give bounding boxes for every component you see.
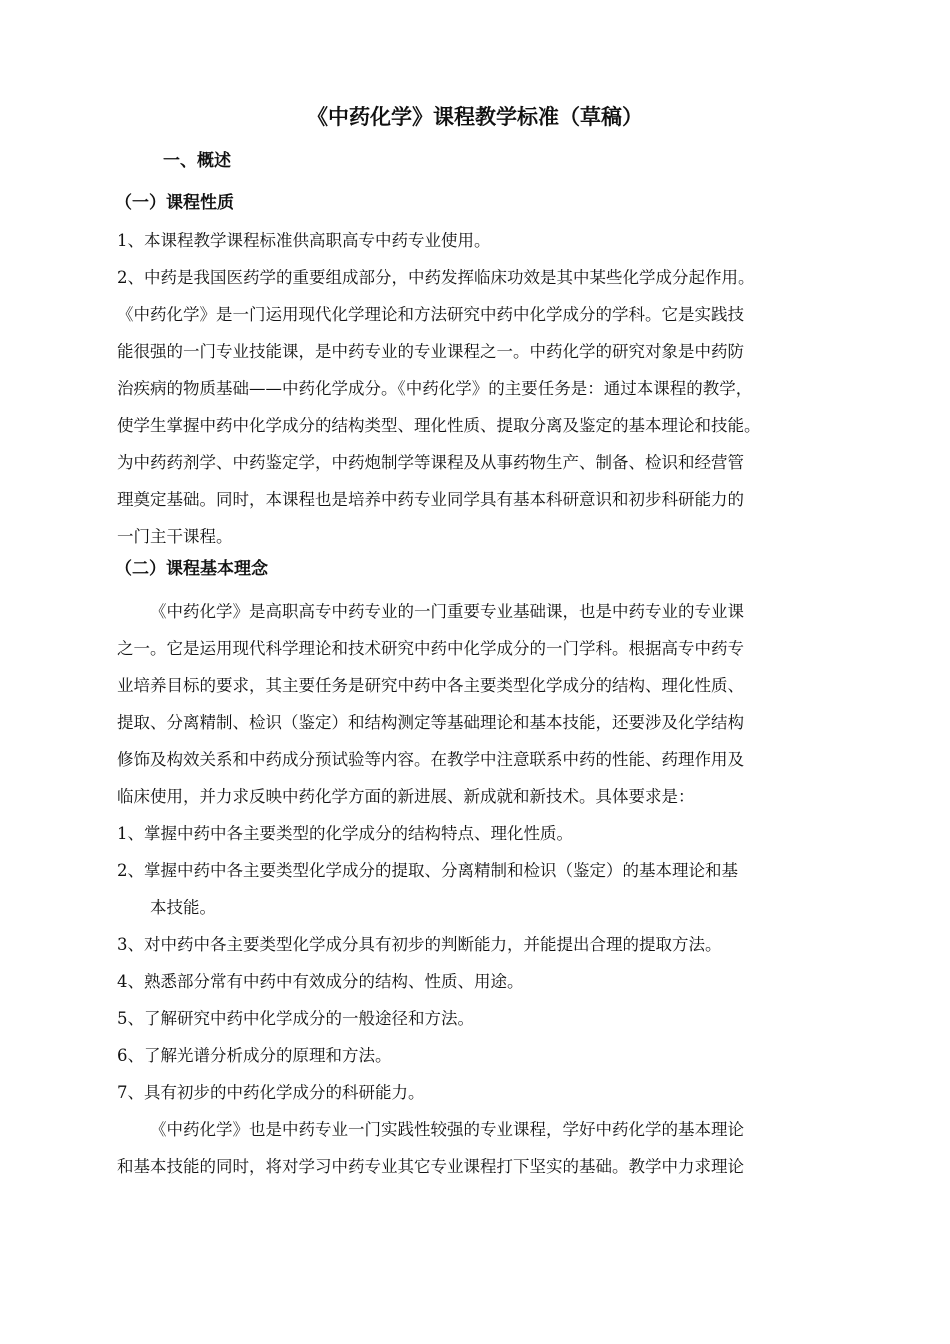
paragraph-line: 治疾病的物质基础——中药化学成分。《中药化学》的主要任务是：通过本课程的教学， xyxy=(117,379,753,398)
paragraph-line: 理奠定基础。同时，本课程也是培养中药专业同学具有基本科研意识和初步科研能力的 xyxy=(117,490,744,509)
paragraph-line: 一门主干课程。 xyxy=(117,527,233,546)
list-item: 1、掌握中药中各主要类型的化学成分的结构特点、理化性质。 xyxy=(117,824,573,843)
paragraph-line: 《中药化学》也是中药专业一门实践性较强的专业课程，学好中药化学的基本理论 xyxy=(150,1120,744,1139)
paragraph-line: 1、本课程教学课程标准供高职高专中药专业使用。 xyxy=(117,231,491,250)
subsection-heading-basic-concept: （二）课程基本理念 xyxy=(115,559,268,579)
list-item-continuation: 本技能。 xyxy=(150,898,216,917)
paragraph-line: 能很强的一门专业技能课，是中药专业的专业课程之一。中药化学的研究对象是中药防 xyxy=(117,342,744,361)
paragraph-line: 之一。它是运用现代科学理论和技术研究中药中化学成分的一门学科。根据高专中药专 xyxy=(117,639,744,658)
paragraph-line: 使学生掌握中药中化学成分的结构类型、理化性质、提取分离及鉴定的基本理论和技能。 xyxy=(117,416,761,435)
paragraph-line: 《中药化学》是高职高专中药专业的一门重要专业基础课，也是中药专业的专业课 xyxy=(150,602,744,621)
list-item: 4、熟悉部分常有中药中有效成分的结构、性质、用途。 xyxy=(117,972,524,991)
paragraph-line: 修饰及构效关系和中药成分预试验等内容。在教学中注意联系中药的性能、药理作用及 xyxy=(117,750,744,769)
list-item: 6、了解光谱分析成分的原理和方法。 xyxy=(117,1046,392,1065)
paragraph-line: 和基本技能的同时，将对学习中药专业其它专业课程打下坚实的基础。教学中力求理论 xyxy=(117,1157,744,1176)
list-item: 3、对中药中各主要类型化学成分具有初步的判断能力，并能提出合理的提取方法。 xyxy=(117,935,722,954)
list-item: 2、掌握中药中各主要类型化学成分的提取、分离精制和检识（鉴定）的基本理论和基 xyxy=(117,861,738,880)
list-item: 5、了解研究中药中化学成分的一般途径和方法。 xyxy=(117,1009,474,1028)
subsection-heading-course-nature: （一）课程性质 xyxy=(115,193,234,213)
paragraph-line: 业培养目标的要求，其主要任务是研究中药中各主要类型化学成分的结构、理化性质、 xyxy=(117,676,744,695)
paragraph-line: 为中药药剂学、中药鉴定学，中药炮制学等课程及从事药物生产、制备、检识和经营管 xyxy=(117,453,744,472)
section-heading-overview: 一、概述 xyxy=(163,151,231,171)
list-item: 7、具有初步的中药化学成分的科研能力。 xyxy=(117,1083,425,1102)
paragraph-line: 临床使用，并力求反映中药化学方面的新进展、新成就和新技术。具体要求是： xyxy=(117,787,695,806)
paragraph-line: 2、中药是我国医药学的重要组成部分，中药发挥临床功效是其中某些化学成分起作用。 xyxy=(117,268,755,287)
document-title: 《中药化学》课程教学标准（草稿） xyxy=(307,105,643,129)
paragraph-line: 《中药化学》是一门运用现代化学理论和方法研究中药中化学成分的学科。它是实践技 xyxy=(117,305,744,324)
paragraph-line: 提取、分离精制、检识（鉴定）和结构测定等基础理论和基本技能，还要涉及化学结构 xyxy=(117,713,744,732)
